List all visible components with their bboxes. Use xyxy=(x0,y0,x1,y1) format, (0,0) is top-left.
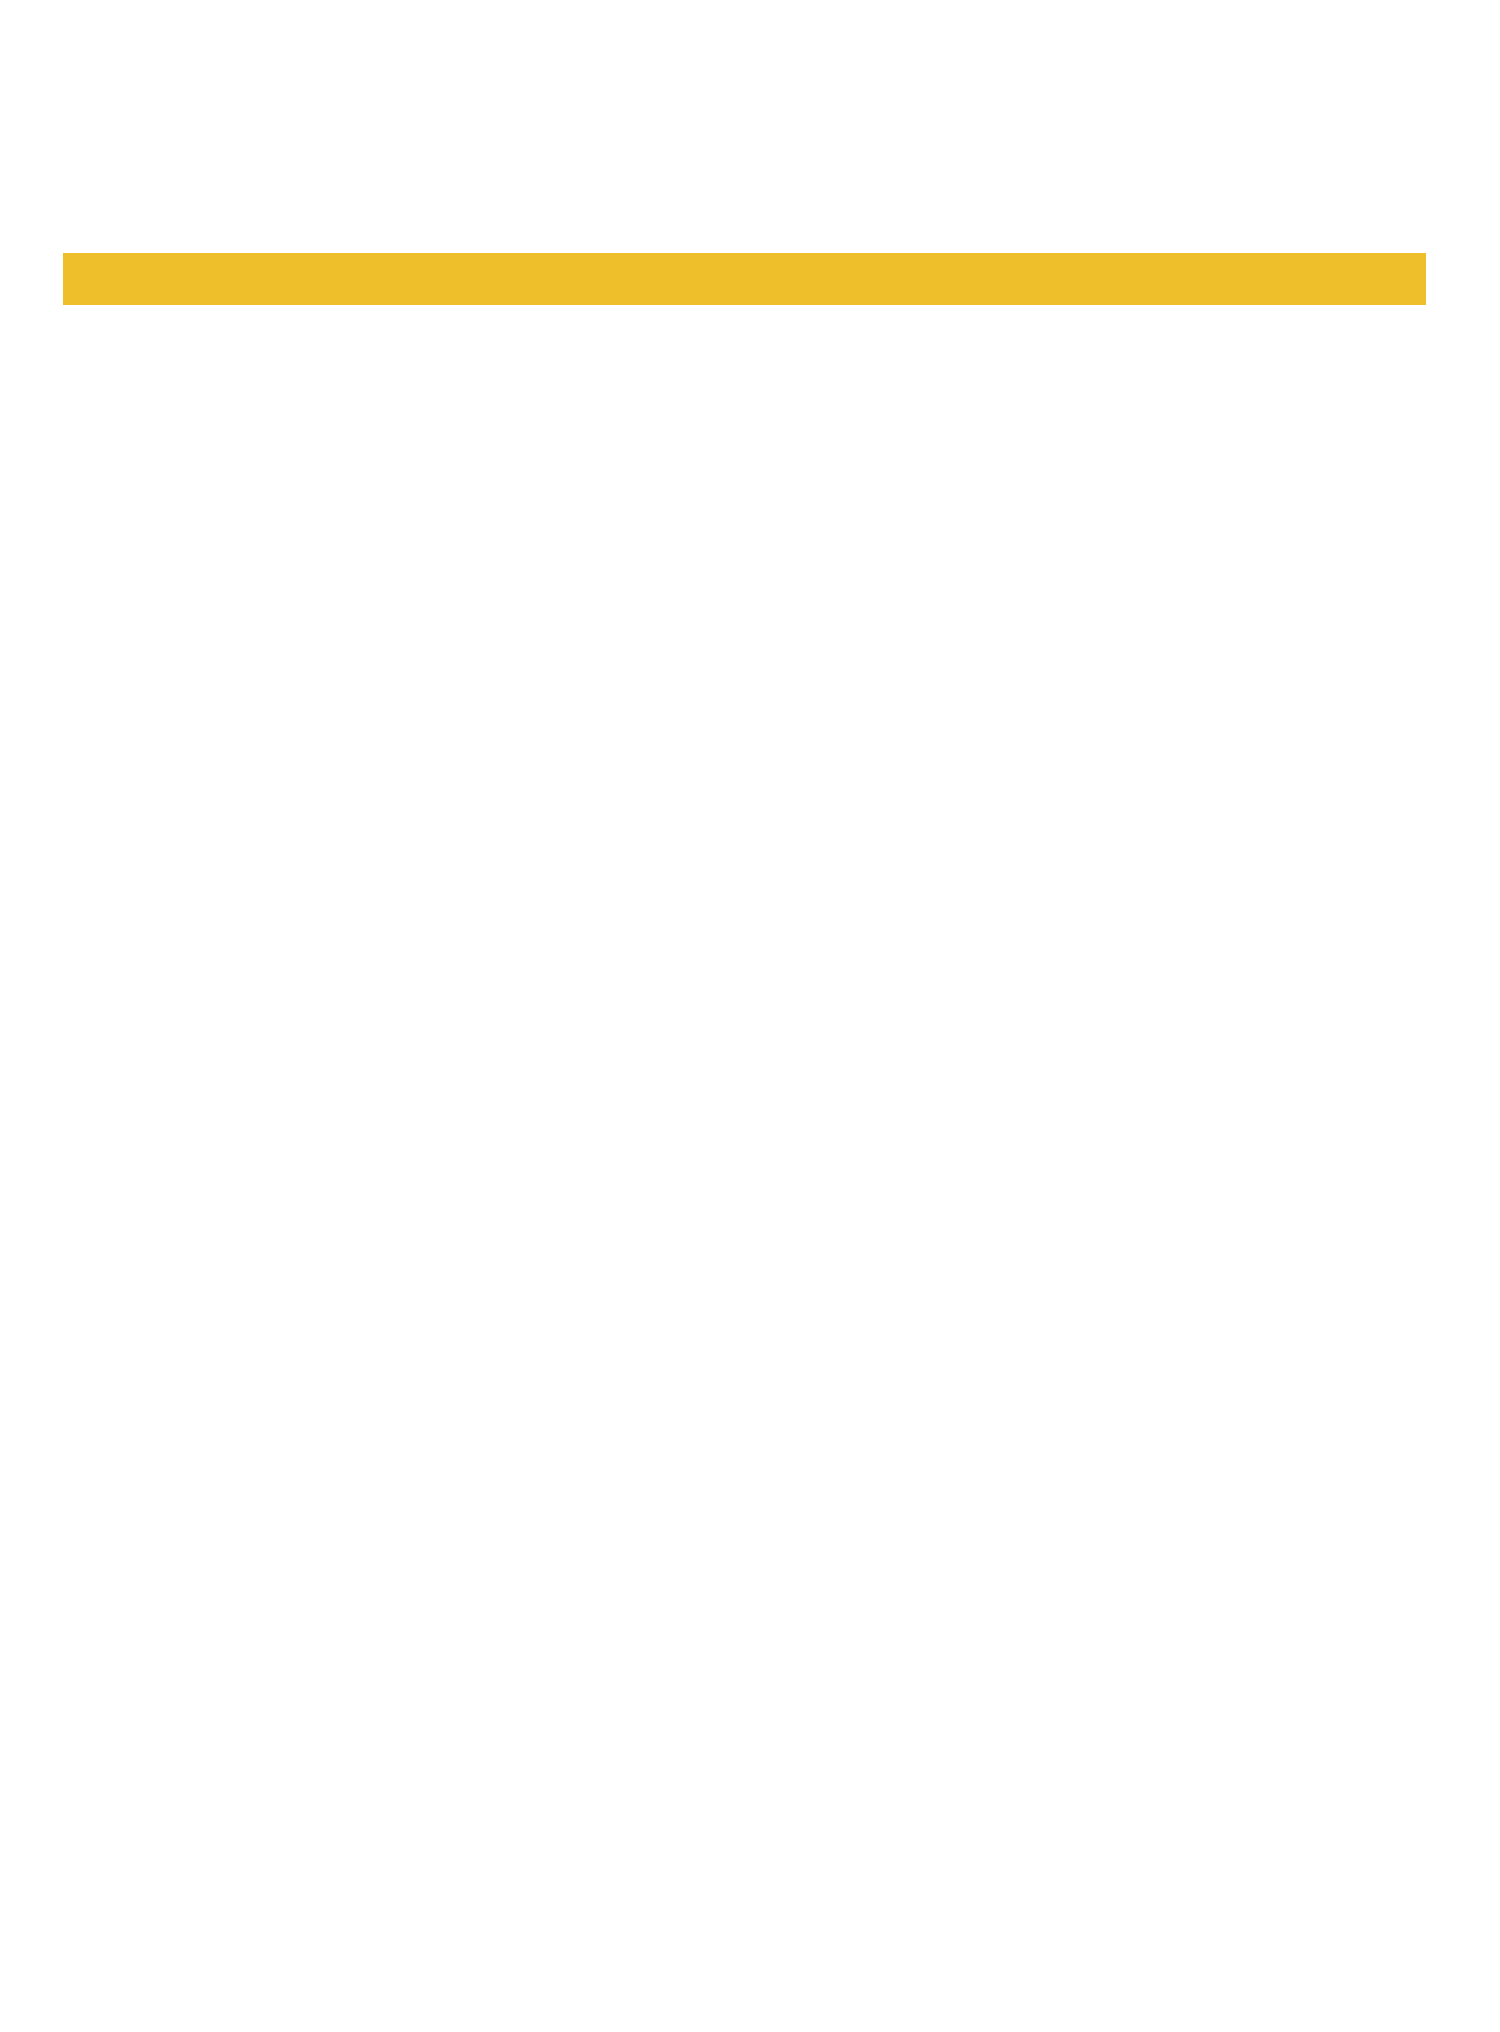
model-code-legend-bar xyxy=(63,253,1426,305)
spec-table xyxy=(63,557,1418,634)
spec-table-header xyxy=(63,557,1418,630)
model-code-diagram xyxy=(0,0,1500,557)
